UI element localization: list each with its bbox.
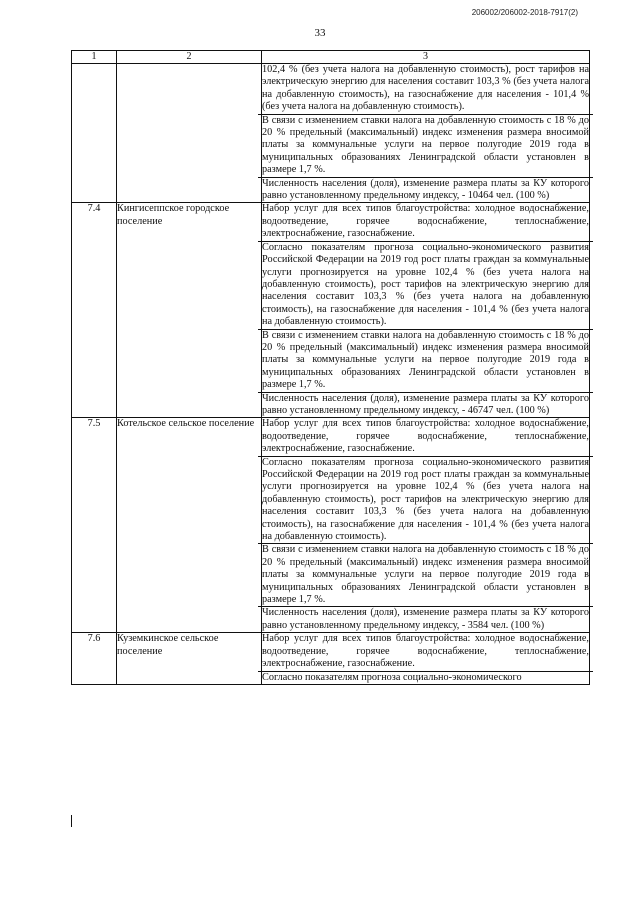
description-paragraph: 102,4 % (без учета налога на добавленную стоимость), рост тарифов на электрическую энергию для населения составит 103,3 % (без учета налога на добавленную стоимость), на газоснабжение для населения - 101,4 % (без учета налога на добавленную стоимость). <box>262 64 589 113</box>
table-left-border-continuation <box>71 815 72 827</box>
settlement-name: Кингисеппское городское поселение <box>117 203 262 418</box>
services-description <box>262 64 590 203</box>
description-paragraph: В связи с изменением ставки налога на добавленную стоимость с 18 % до 20 % предельный (максимальный) индекс изменения размера вносимой платы за коммунальные услуги на первое полугодие 2019 года в муниципальных образованиях Ленинградской области установлен в размере 1,7 %. <box>262 329 589 391</box>
row-number <box>72 64 117 203</box>
settlement-name: Котельское сельское поселение <box>117 418 262 633</box>
column-number-3: 3 <box>262 51 590 64</box>
table-row <box>72 203 590 418</box>
description-paragraph: Согласно показателям прогноза социально-экономического развития Российской Федерации на 2019 год рост платы граждан за коммунальные услуги прогнозируется на уровне 102,4 % (без учета налога на добавленную стоимость), рост тарифов на электрическую энергию для населения составит 103,3 % (без учета налога на добавленную стоимость), на газоснабжение для населения - 101,4 % (без учета налога на добавленную стоимость). <box>262 241 589 328</box>
table-row <box>72 64 590 203</box>
table-row <box>72 418 590 633</box>
services-description <box>262 633 590 685</box>
page-number: 33 <box>314 27 326 39</box>
description-paragraph: В связи с изменением ставки налога на добавленную стоимость с 18 % до 20 % предельный (максимальный) индекс изменения размера вносимой платы за коммунальные услуги на первое полугодие 2019 года в муниципальных образованиях Ленинградской области установлен в размере 1,7 %. <box>262 114 589 176</box>
column-number-row <box>72 51 590 64</box>
description-paragraph: В связи с изменением ставки налога на добавленную стоимость с 18 % до 20 % предельный (максимальный) индекс изменения размера вносимой платы за коммунальные услуги на первое полугодие 2019 года в муниципальных образованиях Ленинградской области установлен в размере 1,7 %. <box>262 544 589 606</box>
description-paragraph: Набор услуг для всех типов благоустройства: холодное водоснабжение, водоотведение, горячее водоснабжение, теплоснабжение, электроснабжение, газоснабжение. <box>262 418 589 455</box>
description-paragraph: Набор услуг для всех типов благоустройства: холодное водоснабжение, водоотведение, горячее водоснабжение, теплоснабжение, электроснабжение, газоснабжение. <box>262 633 589 670</box>
row-number: 7.5 <box>72 418 117 633</box>
settlement-name: Куземкинское сельское поселение <box>117 633 262 685</box>
document-registration-number: 206002/206002-2018-7917(2) <box>471 8 578 17</box>
description-paragraph: Численность населения (доля), изменение размера платы за КУ которого равно установленному предельному индексу, - 3584 чел. (100 %) <box>262 607 589 631</box>
services-table <box>71 50 590 685</box>
description-paragraph: Согласно показателям прогноза социально-экономического развития Российской Федерации на 2019 год рост платы граждан за коммунальные услуги прогнозируется на уровне 102,4 % (без учета налога на добавленную стоимость), рост тарифов на электрическую энергию для населения составит 103,3 % (без учета налога на добавленную стоимость), на газоснабжение для населения - 101,4 % (без учета налога на добавленную стоимость). <box>262 456 589 543</box>
column-number-1: 1 <box>72 51 117 64</box>
description-paragraph: Набор услуг для всех типов благоустройства: холодное водоснабжение, водоотведение, горячее водоснабжение, теплоснабжение, электроснабжение, газоснабжение. <box>262 203 589 240</box>
settlement-name <box>117 64 262 203</box>
row-number: 7.6 <box>72 633 117 685</box>
description-paragraph: Численность населения (доля), изменение размера платы за КУ которого равно установленному предельному индексу, - 46747 чел. (100 %) <box>262 392 589 416</box>
table-row <box>72 633 590 685</box>
services-description <box>262 418 590 633</box>
services-description <box>262 203 590 418</box>
description-paragraph: Согласно показателям прогноза социально-экономического <box>262 671 522 683</box>
column-number-2: 2 <box>117 51 262 64</box>
description-paragraph: Численность населения (доля), изменение размера платы за КУ которого равно установленному предельному индексу, - 10464 чел. (100 %) <box>262 177 589 202</box>
row-number: 7.4 <box>72 203 117 418</box>
